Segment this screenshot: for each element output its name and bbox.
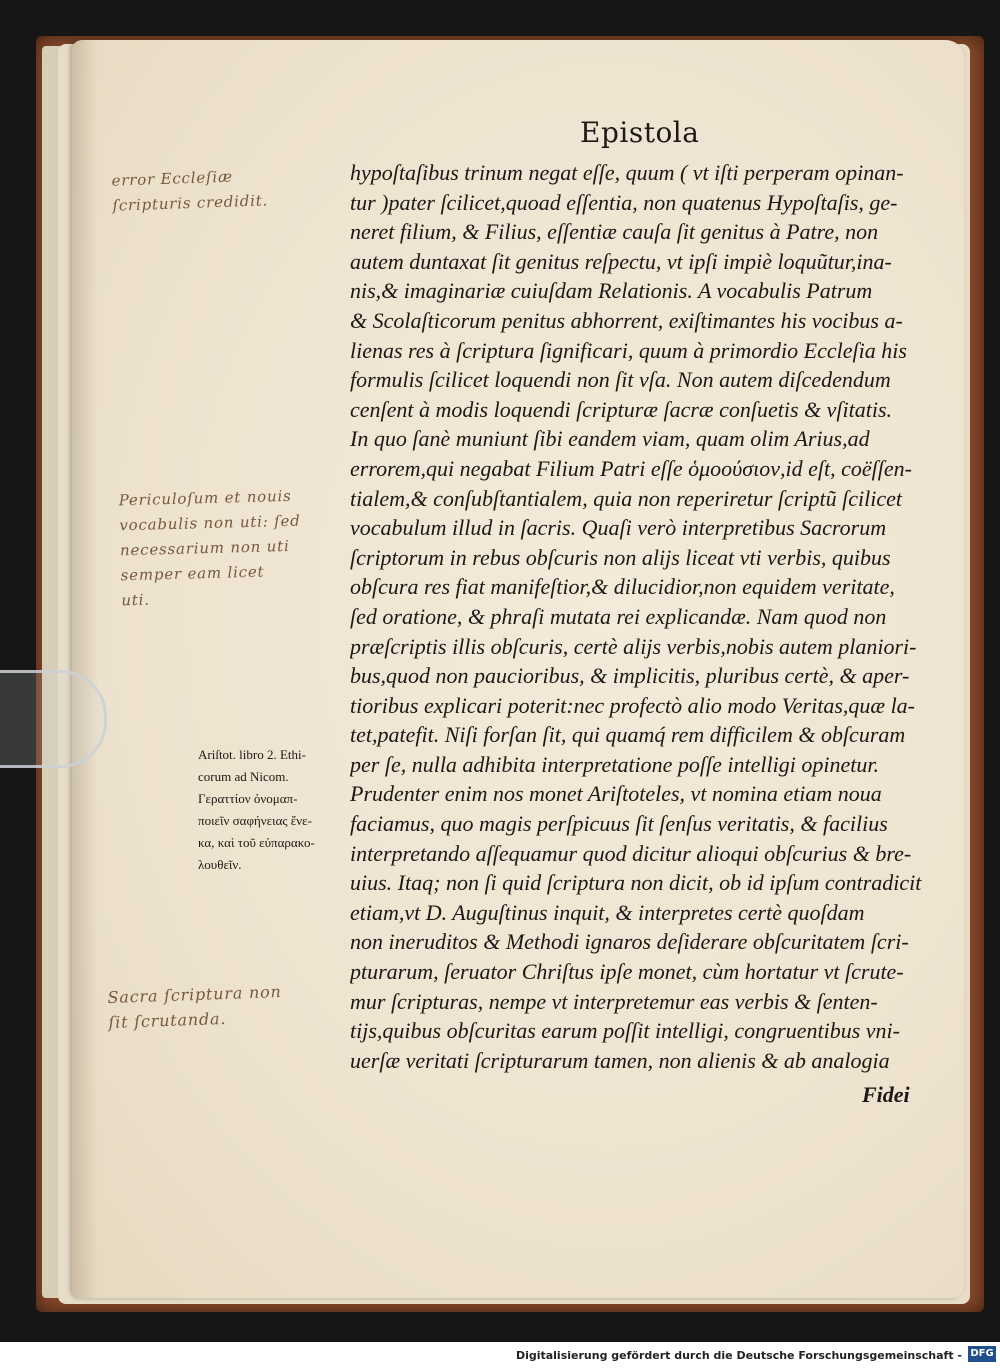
funding-credit: Digitalisierung gefördert durch die Deutsche Forschungsgemeinschaft - [515, 1349, 962, 1362]
text-line: Prudenter enim nos monet Ariſtoteles, vt nomina etiam noua [350, 781, 882, 807]
text-line: tijs,quibus obſcuritas earum poſſit intelligi, congruentibus vni- [350, 1018, 900, 1044]
text-line: lienas res à ſcriptura ſignificari, quum à primordio Eccleſia his [350, 337, 907, 363]
text-line: tur )pater ſcilicet,quoad eſſentia, non quatenus Hypoſtaſis, ge- [350, 189, 898, 215]
handwritten-line: error Eccleſiæ [111, 167, 234, 190]
handwritten-line: ſcripturis credidit. [112, 191, 269, 215]
text-line: errorem,qui negabat Filium Patri eſſe ὁμοούσιον,id eſt, coëſſen- [350, 455, 912, 481]
marginal-note-line: λουθεῖν. [198, 857, 242, 872]
text-line: & Scolaſticorum penitus abhorrent, exiſtimantes his vocibus a- [350, 307, 903, 333]
text-line: faciamus, quo magis perſpicuus ſit ſenſus veritatis, & facilius [350, 811, 888, 837]
text-line: interpretando aſſequamur quod dicitur alioqui obſcurius & bre- [350, 840, 912, 866]
text-line: per ſe, nulla adhibita interpretatione poſſe intelligi opinetur. [350, 751, 879, 777]
text-line: non ineruditos & Methodi ignaros deſiderare obſcuritatem ſcri- [350, 929, 909, 955]
text-line: uius. Itaq; non ſi quid ſcriptura non dicit, ob id ipſum contradicit [350, 870, 922, 896]
page-clip [0, 670, 107, 768]
handwritten-line: Periculoſum et nouis [118, 486, 292, 510]
gutter-shadow [72, 40, 98, 1298]
text-line: autem duntaxat ſit genitus reſpectu, vt ipſi impiè loquũtur,ina- [350, 248, 892, 274]
text-line: etiam,vt D. Auguſtinus inquit, & interpretes certè quoſdam [350, 899, 865, 925]
text-line: ſcriptorum in rebus obſcuris non alijs liceat vti verbis, quibus [350, 544, 891, 570]
text-line: tioribus explicari poterit:nec profectò alio modo Veritas,quæ la- [350, 692, 916, 718]
text-line: tet,patefit. Niſi forſan ſit, qui quamq́ rem difficilem & obſcuram [350, 722, 906, 748]
text-line: In quo ſanè muniunt ſibi eandem viam, quam olim Arius,ad [350, 426, 870, 452]
marginal-note-line: Γεραττίον ὀνομαπ- [198, 791, 298, 806]
handwritten-line: semper eam licet [120, 562, 265, 585]
text-line: mur ſcripturas, nempe vt interpretemur eas verbis & ſenten- [350, 988, 878, 1014]
marginal-note-line: κα, καὶ τοῦ εὐπαρακο- [198, 835, 315, 850]
catchword: Fidei [862, 1082, 910, 1107]
handwritten-note-2 [118, 484, 302, 614]
text-line: ſed oratione, & phraſi mutata rei explicandæ. Nam quod non [350, 603, 887, 629]
text-line: nis,& imaginariæ cuiuſdam Relationis. A vocabulis Patrum [350, 278, 873, 304]
handwritten-line: ſit ſcrutanda. [108, 1008, 227, 1033]
text-line: neret filium, & Filius, eſſentiæ cauſa ſit genitus à Patre, non [350, 219, 879, 245]
handwritten-line: Sacra ſcriptura non [107, 981, 282, 1008]
text-line: cenſent à modis loquendi ſcripturæ ſacræ conſuetis & vſitatis. [350, 396, 893, 422]
body-text [350, 158, 932, 1075]
handwritten-line: uti. [121, 590, 151, 610]
text-line: hypoſtaſibus trinum negat eſſe, quum ( vt iſti perperam opinan- [350, 160, 904, 185]
printed-marginal-note [198, 744, 350, 876]
text-line: uerſæ veritati ſcripturarum tamen, non alienis & ab analogia [350, 1047, 890, 1073]
marginal-note-line: corum ad Nicom. [198, 769, 289, 784]
text-line: præſcriptis illis obſcuris, certè alijs verbis,nobis autem planiori- [350, 633, 917, 659]
dfg-logo: DFG [968, 1346, 996, 1362]
text-line: vocabulum illud in ſacris. Quaſi verò interpretibus Sacrorum [350, 515, 887, 541]
text-line: obſcura res fiat manifeſtior,& dilucidior,non equidem veritate, [350, 574, 895, 600]
text-line: bus,quod non paucioribus, & implicitis, pluribus certè, & aper- [350, 663, 910, 689]
text-line: tialem,& conſubſtantialem, quia non reperiretur ſcriptũ ſcilicet [350, 485, 902, 511]
handwritten-note-3 [107, 979, 283, 1035]
text-line: pturarum, ſeruator Chriſtus ipſe monet, cùm hortatur vt ſcrute- [350, 959, 904, 985]
marginal-note-line: ποιεῖν σαφήνειας ἕνε- [198, 813, 312, 828]
handwritten-line: vocabulis non uti: ſed [119, 511, 301, 535]
text-line: formulis ſcilicet loquendi non ſit vſa. Non autem diſcedendum [350, 367, 891, 393]
running-head: Epistola [580, 116, 700, 149]
handwritten-note-1 [111, 163, 268, 218]
handwritten-line: necessarium non uti [119, 536, 290, 560]
marginal-note-line: Ariſtot. libro 2. Ethi- [198, 747, 306, 762]
